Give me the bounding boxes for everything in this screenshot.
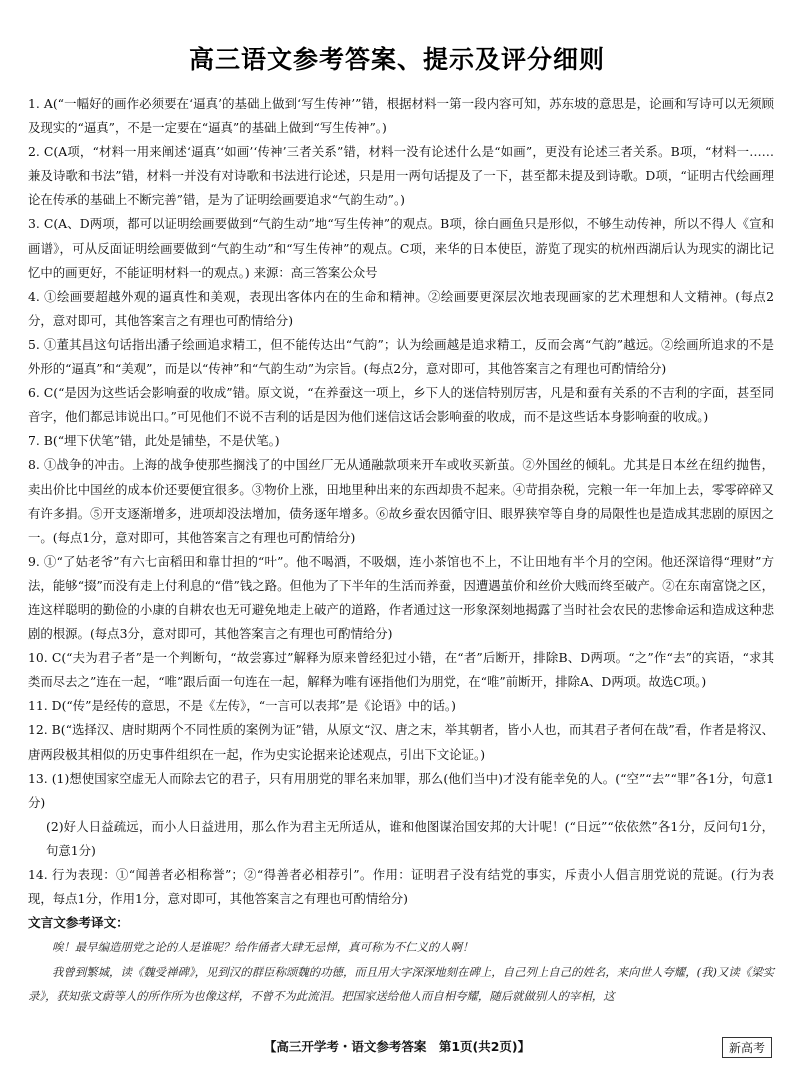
answer-item: 4. ①绘画要超越外观的逼真性和美观，表现出客体内在的生命和精神。②绘画要更深层次地表现画家的艺术理想和人文精神。(每点2分，意对即可，其他答案言之有理也可酌情给分) <box>28 288 774 328</box>
answer-item: 10. C(“夫为君子者”是一个判断句，“故尝寡过”解释为原来曾经犯过小错，在“者”后断开，排除B、D两项。“之”作“去”的宾语，“求其类而尽去之”连在一起，“唯”跟后面一句连在一起，解释为唯有诬指他们为朋党，在“唯”前断开，排除A、D两项。故选C项。) <box>28 650 774 690</box>
answer-item: 5. ①董其昌这句话指出潘子绘画追求精工，但不能传达出“气韵”；认为绘画越是追求精工，反而会离“气韵”越远。②绘画所追求的不是外形的“逼真”和“美观”，而是以“传神”和“气韵生动”为宗旨。(每点2分，意对即可，其他答案言之有理也可酌情给分) <box>28 336 774 377</box>
translation-paragraph: 唉！最早编造朋党之论的人是谁呢？给作俑者大肆无忌惮，真可称为不仁义的人啊！ <box>52 940 474 955</box>
translation-heading: 文言文参考译文： <box>28 915 129 931</box>
answer-item: 14. 行为表现：①“闻善者必相称誉”；②“得善者必相荐引”。作用：证明君子没有结党的事实，斥责小人倡言朋党说的荒诞。(行为表现，每点1分，作用1分，意对即可，其他答案言之有理也可酌情给分) <box>28 867 774 907</box>
answer-item: (2)好人日益疏远，而小人日益进用，那么作为君主无所适从，谁和他图谋治国安邦的大计呢！(“日远”“依依然”各1分，反问句1分，句意1分) <box>46 818 774 858</box>
answer-list <box>28 92 774 1009</box>
edition-stamp: 新高考 <box>722 1037 772 1058</box>
page-title: 高三语文参考答案、提示及评分细则 <box>188 45 605 74</box>
page-footer: 【高三开学考・语文参考答案 第1页(共2页)】 <box>263 1039 531 1054</box>
answer-item: 3. C(A、D两项，都可以证明绘画要做到“气韵生动”地“写生传神”的观点。B项，徐白画鱼只是形似，不够生动传神，所以不得人《宣和画谱》，可从反面证明绘画要做到“气韵生动”和“写生传神”的观点。C项，来华的日本使臣，游览了现实的杭州西湖后认为现实的湖比记忆中的画更好，不能证明材料一的观点。) 来源：高三答案公众号 <box>28 216 774 280</box>
answer-item: 11. D(“传”是经传的意思，不是《左传》，“一言可以表邦”是《论语》中的话。) <box>28 698 456 714</box>
answer-item: 2. C(A项，“材料一用来阐述‘逼真’‘如画’‘传神’三者关系”错，材料一没有论述什么是“如画”，更没有论述三者关系。B项，“材料一……兼及诗歌和书法”错，材料一并没有对诗歌和书法进行论述，只是用一两句话提及了一下，甚至都未提及到诗歌。D项，“证明古代绘画理论在传承的基础上不断完善”错，是为了证明绘画要追求“气韵生动”。) <box>28 144 774 208</box>
answer-item: 8. ①战争的冲击。上海的战争使那些搁浅了的中国丝厂无从通融款项来开车或收买新茧。②外国丝的倾轧。尤其是日本丝在纽约抛售，卖出价比中国丝的成本价还要便宜很多。③物价上涨，田地里种出来的东西却贵不起来。④苛捐杂税，完粮一年一年加上去，零零碎碎又有许多捐。⑤开支逐渐增多，进项却没法增加，债务逐年增多。⑥故乡蚕农因循守旧、眼界狭窄等自身的局限性也是造成其悲剧的原因之一。(每点1分，意对即可，其他答案言之有理也可酌情给分) <box>28 457 774 545</box>
answer-item: 12. B(“选择汉、唐时期两个不同性质的案例为证”错，从原文“汉、唐之末，举其朝者，皆小人也，而其君子者何在哉”看，作者是将汉、唐两段极其相似的历史事件组织在一起，作为史实论据来论述观点，引出下文论证。) <box>28 722 774 762</box>
answer-item: 9. ①“了姑老爷”有六七亩稻田和靠廿担的“叶”。他不喝酒，不吸烟，连小茶馆也不上，不让田地有半个月的空闲。他还深谙得“理财”方法，能够“掇”而没有走上付利息的“借”钱之路。但他为了下半年的生活而养蚕，因遭遇茧价和丝价大贱而终至破产。②在东南富饶之区，连这样聪明的勤俭的小康的自耕农也无可避免地走上破产的道路，作者通过这一形象深刻地揭露了当时社会农民的悲惨命运和造成这种悲剧的根源。(每点3分，意对即可，其他答案言之有理也可酌情给分) <box>28 553 774 642</box>
answer-item: 6. C(“是因为这些话会影响蚕的收成”错。原文说，“在养蚕这一项上，乡下人的迷信特别厉害，凡是和蚕有关系的不吉利的字面，甚至同音字，他们都忌讳说出口。”可见他们不说不吉利的话是因为他们迷信这话会影响蚕的收成，而不是这些话本身影响蚕的收成。) <box>28 385 774 425</box>
translation-paragraph: 我曾到繁城，读《魏受禅碑》，见到汉的群臣称颂魏的功德，而且用大字深深地刻在碑上，自己列上自己的姓名，来向世人夸耀，(我)又读《梁实录》，获知张文蔚等人的所作所为也像这样，不曾不为此流泪。把国家送给他人而自相夸耀，随后就做别人的宰相，这 <box>28 964 774 1004</box>
answer-item: 13. (1)想使国家空虚无人而除去它的君子，只有用朋党的罪名来加罪，那么(他们当中)才没有能幸免的人。(“空”“去”“罪”各1分，句意1分) <box>28 770 774 810</box>
answer-item: 1. A(“一幅好的画作必须要在‘逼真’的基础上做到‘写生传神’”错，根据材料一第一段内容可知，苏东坡的意思是，论画和写诗可以无须顾及现实的“逼真”，不是一定要在“逼真”的基础上做到“写生传神”。) <box>28 96 774 136</box>
answer-item: 7. B(“埋下伏笔”错，此处是铺垫，不是伏笔。) <box>28 433 280 449</box>
